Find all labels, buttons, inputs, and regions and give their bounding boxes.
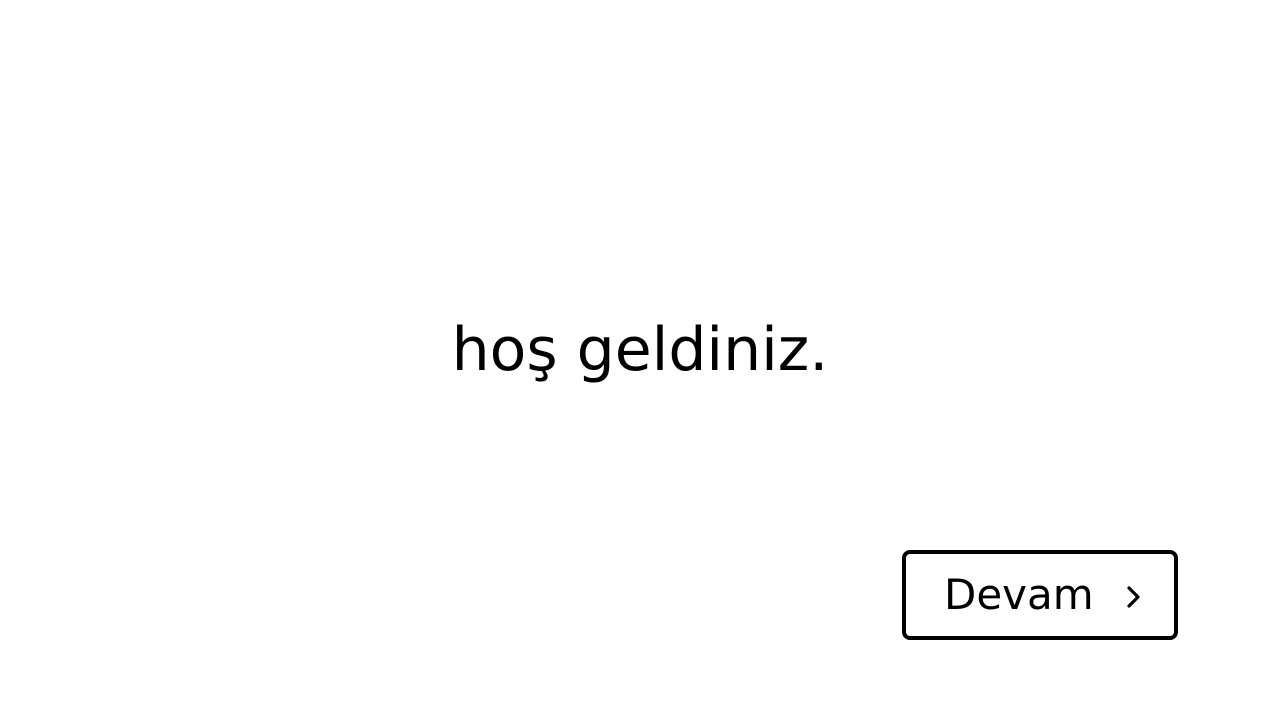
welcome-heading: hoş geldiniz. bbox=[451, 315, 829, 385]
chevron-right-icon bbox=[1124, 584, 1144, 610]
continue-button[interactable] bbox=[902, 550, 1178, 640]
continue-button-label: Devam bbox=[944, 570, 1094, 619]
